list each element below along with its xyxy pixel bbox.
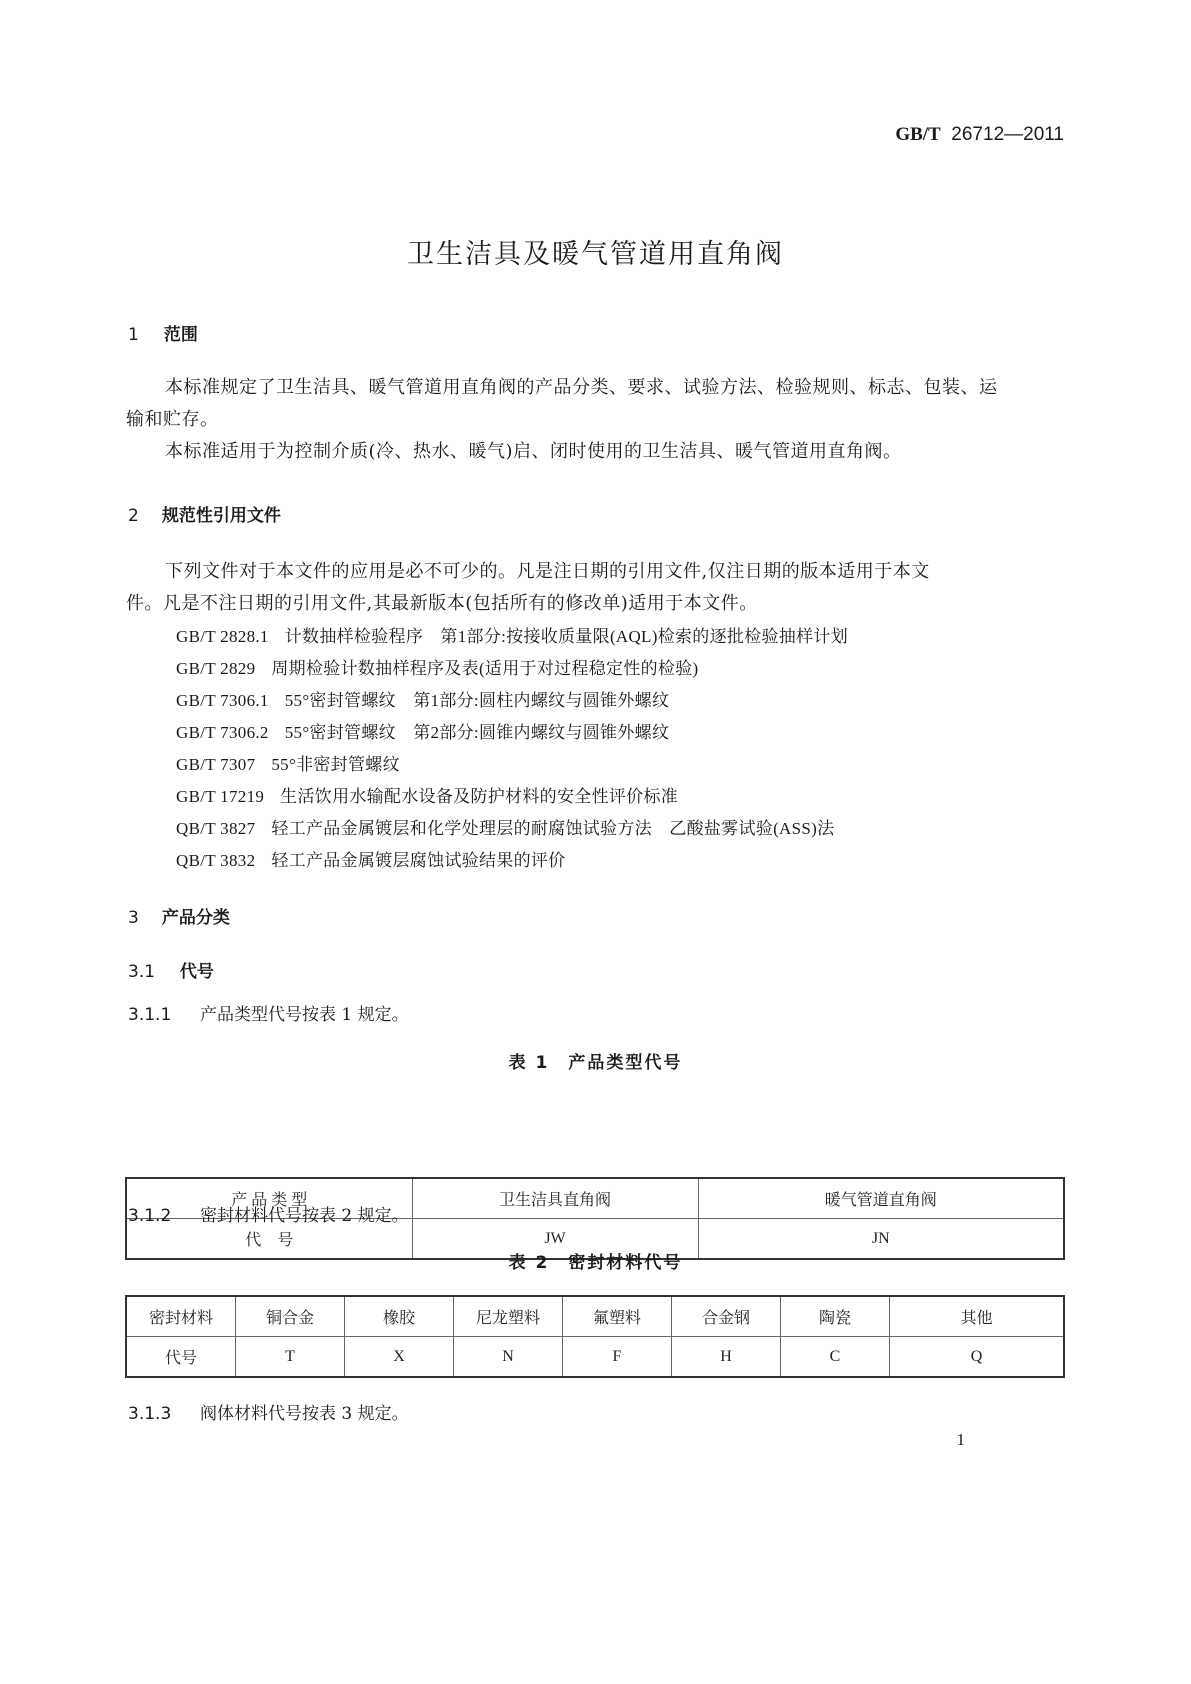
reference-title: 55°密封管螺纹 第2部分:圆锥内螺纹与圆锥外螺纹 (284, 723, 670, 742)
section-title: 产品分类 (161, 908, 230, 928)
section-heading-3 (128, 903, 230, 928)
section-heading-1 (128, 320, 198, 345)
reference-code: GB/T 7306.1 (176, 691, 269, 710)
reference-item (176, 622, 848, 647)
paragraph-line: 本标准规定了卫生洁具、暖气管道用直角阀的产品分类、要求、试验方法、检验规则、标志、包装、运 (165, 377, 998, 398)
paragraph-line: 件。凡是不注日期的引用文件,其最新版本(包括所有的修改单)适用于本文件。 (126, 593, 758, 614)
table-cell: 陶瓷 (781, 1296, 890, 1337)
table-cell: F (563, 1337, 672, 1378)
document-title: 卫生洁具及暖气管道用直角阀 (407, 239, 784, 270)
reference-code: GB/T 2828.1 (176, 627, 269, 646)
reference-title: 计数抽样检验程序 第1部分:按接收质量限(AQL)检索的逐批检验抽样计划 (284, 627, 849, 646)
reference-item (176, 782, 678, 807)
table-2-caption: 表 2 密封材料代号 (508, 1253, 683, 1273)
clause-number: 3.1.1 (128, 1005, 172, 1025)
reference-title: 55°密封管螺纹 第1部分:圆柱内螺纹与圆锥外螺纹 (284, 691, 670, 710)
table-row (126, 1296, 1064, 1337)
standard-code (895, 124, 1064, 146)
section-number: 3 (128, 908, 139, 928)
table-cell: C (781, 1337, 890, 1378)
reference-item (176, 654, 699, 679)
standard-prefix: GB/T (895, 124, 941, 145)
table-cell: 代号 (126, 1337, 236, 1378)
table-1-caption: 表 1 产品类型代号 (508, 1053, 683, 1073)
paragraph-line: 输和贮存。 (126, 409, 219, 430)
paragraph-line: 下列文件对于本文件的应用是必不可少的。凡是注日期的引用文件,仅注日期的版本适用于本文 (165, 561, 930, 582)
table-cell: 产 品 类 型 (126, 1178, 412, 1219)
reference-title: 55°非密封管螺纹 (271, 755, 400, 774)
reference-code: QB/T 3827 (176, 819, 256, 838)
reference-item (176, 814, 834, 839)
table-cell: 密封材料 (126, 1296, 236, 1337)
clause-3-1-1 (128, 1000, 409, 1025)
table-cell: 其他 (890, 1296, 1065, 1337)
clause-text: 密封材料代号按表 2 规定。 (200, 1206, 409, 1226)
table-cell: 铜合金 (236, 1296, 345, 1337)
reference-title: 轻工产品金属镀层和化学处理层的耐腐蚀试验方法 乙酸盐雾试验(ASS)法 (271, 819, 835, 838)
table-cell: H (672, 1337, 781, 1378)
subsection-heading-3-1 (128, 957, 214, 982)
table-cell: 氟塑料 (563, 1296, 672, 1337)
normative-references-paragraph (126, 556, 1066, 620)
subsection-title: 代号 (179, 962, 214, 982)
table-cell: T (236, 1337, 345, 1378)
clause-3-1-2 (128, 1201, 409, 1226)
table-cell: 合金钢 (672, 1296, 781, 1337)
reference-item (176, 846, 565, 871)
reference-item (176, 686, 669, 711)
reference-item (176, 750, 400, 775)
clause-number: 3.1.2 (128, 1206, 172, 1226)
section-title: 规范性引用文件 (161, 506, 281, 526)
section-number: 1 (128, 325, 139, 345)
table-row (126, 1337, 1064, 1378)
reference-code: QB/T 3832 (176, 851, 256, 870)
section-heading-2 (128, 501, 281, 526)
page-number: 1 (956, 1430, 965, 1449)
table-cell: 橡胶 (345, 1296, 454, 1337)
table-cell: X (345, 1337, 454, 1378)
table-cell: Q (890, 1337, 1065, 1378)
table-cell: JW (412, 1219, 698, 1260)
reference-title: 轻工产品金属镀层腐蚀试验结果的评价 (271, 851, 566, 870)
section-number: 2 (128, 506, 139, 526)
table-cell: 尼龙塑料 (454, 1296, 563, 1337)
section-title: 范围 (163, 325, 198, 345)
reference-code: GB/T 7306.2 (176, 723, 269, 742)
clause-text: 产品类型代号按表 1 规定。 (200, 1005, 409, 1025)
clause-number: 3.1.3 (128, 1404, 172, 1424)
table-cell: N (454, 1337, 563, 1378)
reference-title: 周期检验计数抽样程序及表(适用于对过程稳定性的检验) (271, 659, 699, 678)
reference-code: GB/T 7307 (176, 755, 256, 774)
reference-item (176, 718, 669, 743)
scope-paragraph-1 (126, 372, 1066, 436)
table-cell: 卫生洁具直角阀 (412, 1178, 698, 1219)
reference-code: GB/T 2829 (176, 659, 256, 678)
standard-number: 26712—2011 (951, 124, 1064, 145)
table-cell: JN (698, 1219, 1064, 1260)
clause-text: 阀体材料代号按表 3 规定。 (200, 1404, 409, 1424)
table-cell: 代 号 (126, 1219, 412, 1260)
reference-title: 生活饮用水输配水设备及防护材料的安全性评价标准 (280, 787, 679, 806)
seal-material-code-table (125, 1295, 1065, 1378)
scope-paragraph-2: 本标准适用于为控制介质(冷、热水、暖气)启、闭时使用的卫生洁具、暖气管道用直角阀。 (165, 441, 902, 462)
subsection-number: 3.1 (128, 962, 156, 982)
reference-code: GB/T 17219 (176, 787, 265, 806)
table-cell: 暖气管道直角阀 (698, 1178, 1064, 1219)
clause-3-1-3 (128, 1399, 409, 1424)
